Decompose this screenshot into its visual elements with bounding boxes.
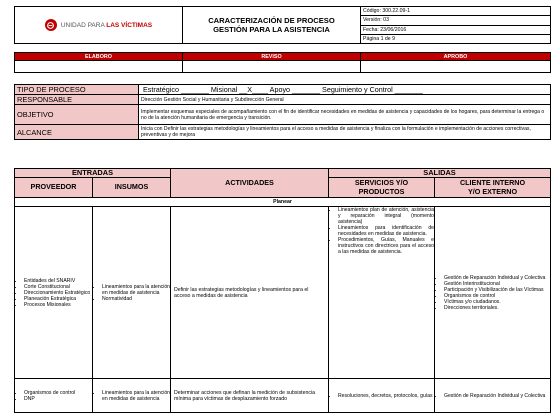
fecha: Fecha: 23/06/2016 (361, 25, 551, 34)
insumos-cell (93, 207, 171, 379)
logo-text: UNIDAD PARA LAS VÍCTIMAS (60, 21, 153, 29)
list-item: • Lineamientos para la atención en medidas de asistencia (102, 284, 170, 296)
title-cell (183, 7, 361, 44)
reviso-header: REVISO (183, 53, 361, 61)
salidas-header: SALIDAS (329, 169, 551, 178)
servicios-cell (329, 379, 435, 413)
entradas-header: ENTRADAS (15, 169, 171, 178)
tipo-label: TIPO DE PROCESO (15, 85, 139, 95)
actividad-cell: Determinar acciones que definan la medición de subsistencia mínima para víctimas de desplazamiento forzado (171, 379, 329, 413)
list-item: • Víctimas y/o ciudadanos. (444, 299, 548, 305)
clientes-cell (435, 379, 551, 413)
alcance-label: ALCANCE (15, 125, 139, 140)
title-line-1: CARACTERIZACIÓN DE PROCESO (208, 16, 335, 25)
aprobo-value (361, 61, 551, 73)
servicios-cell (329, 207, 435, 379)
reviso-value (183, 61, 361, 73)
list-item: • Normatividad (102, 296, 170, 302)
document-header (14, 6, 551, 44)
list-item: • Resoluciones, decretos, protocolos, guías (338, 393, 434, 399)
clientes-cell (435, 207, 551, 379)
list-item: • Lineamientos plan de atención, asistencia y reparación integral (momento asistencia) (338, 207, 434, 225)
insumos-cell (93, 379, 171, 413)
table-row (15, 379, 551, 413)
phase-planear: Planear (15, 198, 551, 207)
list-item: • Corte Constitucional (24, 284, 92, 290)
characterization-table (14, 168, 551, 413)
list-item: • Organismos de control (24, 390, 92, 396)
list-item: • Procedimientos, Guías, Manuales e instructivos con directrices para el acceso a las medidas de asistencia. (338, 237, 434, 255)
proveedor-cell (15, 379, 93, 413)
list-item: • Organismos de control (444, 293, 548, 299)
list-item: • Direccionamiento Estratégico (24, 290, 92, 296)
pagina: Página 1 de 9 (361, 34, 551, 43)
list-item: • Direcciones territoriales. (444, 305, 548, 311)
cliente-header: CLIENTE INTERNO Y/O EXTERNO (435, 178, 551, 198)
actividad-cell: Definir las estrategias metodologías y lineamientos para el acceso a medidas de asistencia (171, 207, 329, 379)
list-item: • Lineamientos para la atención en medidas de asistencia (102, 390, 170, 402)
codigo: Código: 300.22.09-1 (361, 7, 551, 16)
list-item: • Gestión de Reparación Individual y Colectiva (444, 393, 548, 399)
logo-cell (15, 7, 183, 44)
list-item: • Participación y Visibilización de las Víctimas (444, 287, 548, 293)
proveedor-header: PROVEEDOR (15, 178, 93, 198)
list-item: • Gestión Interinstitucional (444, 281, 548, 287)
objetivo-label: OBJETIVO (15, 105, 139, 125)
proveedor-cell (15, 207, 93, 379)
elaboro-header: ELABORO (15, 53, 183, 61)
list-item: • Entidades del SNARIV (24, 278, 92, 284)
approval-table (14, 52, 551, 73)
insumos-header: INSUMOS (93, 178, 171, 198)
objetivo-value: Implementar esquemas especiales de acompañamiento con el fin de identificar necesidades en medidas de asistencia y capacidades de los hogares, para determinar la entrega o no de la atención humanitaria de emergencia y transición. (139, 105, 551, 125)
list-item: • Planeación Estratégica (24, 296, 92, 302)
actividades-header: ACTIVIDADES (171, 169, 329, 198)
list-item: • Lineamientos para identificación de necesidades en medidas de asistencia. (338, 225, 434, 237)
list-item: • Procesos Misionales (24, 302, 92, 308)
table-row (15, 207, 551, 379)
list-item: • DNP (24, 396, 92, 402)
servicios-header: SERVICIOS Y/O PRODUCTOS (329, 178, 435, 198)
version: Versión: 03 (361, 16, 551, 25)
aprobo-header: APROBO (361, 53, 551, 61)
logo-icon (45, 19, 57, 31)
responsable-label: RESPONSABLE (15, 95, 139, 105)
alcance-value: Inicia con Definir las estrategias metodologías y lineamientos para el acceso a medidas de asistencia y finaliza con la formulación e implementación de acciones correctivas, preventivas y de mejora (139, 125, 551, 140)
list-item: • Gestión de Reparación Individual y Colectiva (444, 275, 548, 281)
process-info-table (14, 84, 551, 140)
responsable-value: Dirección Gestión Social y Humanitaria y Subdirección General (139, 95, 551, 105)
elaboro-value (15, 61, 183, 73)
tipo-value: Estratégico _______ Misional __X____ Apoyo _______ Seguimiento y Control _______ (139, 85, 551, 95)
title-line-2: GESTIÓN PARA LA ASISTENCIA (213, 25, 330, 34)
